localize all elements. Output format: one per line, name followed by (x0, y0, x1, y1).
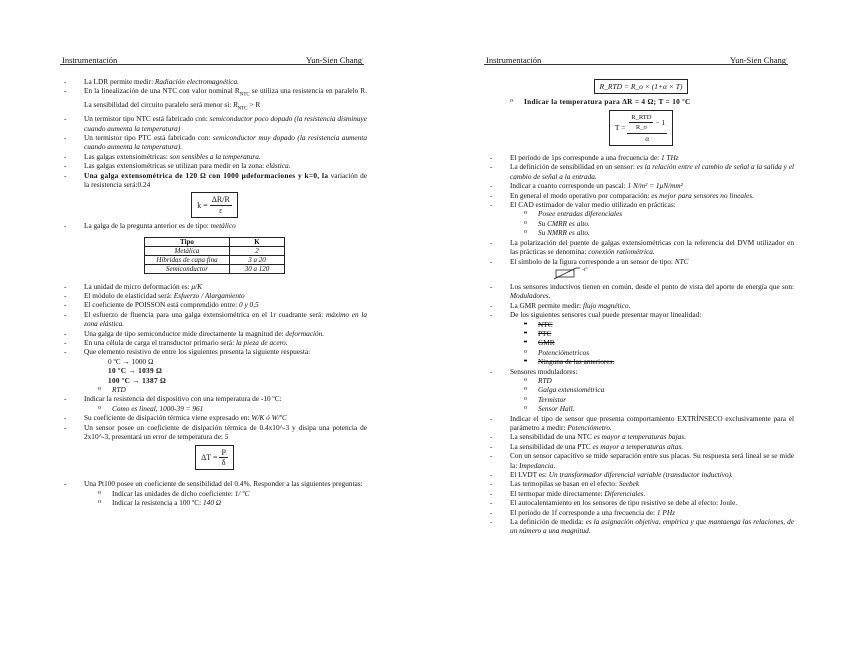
sub-item: o Indicar las unidades de dicho coeficiente: 1/ ºC (98, 488, 250, 498)
list-item: - Indicar la resistencia del dispositivo con una temperatura de -10 ºC: (64, 394, 282, 404)
right-body (488, 76, 794, 536)
header-right-title: Instrumentación (486, 55, 542, 65)
sub-item: o Como es lineal, 1000-39 = 961 (98, 403, 204, 413)
list-item: - Los sensores inductivos tienen en común, desde el punto de vista del aporte de energía que son: Moduladores. (490, 281, 794, 301)
gauge-type-table (144, 237, 285, 274)
list-item: - El período de 1f corresponde a una frecuencia de: 1 PHz (490, 507, 675, 517)
response-line: 10 ºC → 1039 Ω (108, 366, 163, 376)
sub-item: o RTD (524, 375, 552, 385)
sub-item: o Posee entradas diferenciales (524, 209, 623, 219)
list-item: - El LVDT es: Un transformador diferencial variable (transductor inductivo). (490, 470, 733, 480)
sub-item: o Indicar la resistencia a 100 ºC: 140 Ω (98, 498, 222, 508)
list-item: - Las galgas extensiométricas se utilizan para medir en la zona: elástica. (64, 161, 291, 171)
header-right-author: Yun-Sien Chang (730, 55, 786, 65)
header-rule (60, 64, 364, 65)
list-item: - La sensibilidad de una PTC es mayor a temperaturas altas. (490, 441, 684, 451)
table-row: Semiconductor 30 a 120 (145, 264, 285, 273)
list-item: - Su coeficiente de disipación térmica viene expresado en: W/K ó W/ºC (64, 413, 287, 423)
header-rule (484, 64, 788, 65)
list-item: - El símbolo de la figura corresponde a un sensor de tipo: NTC (490, 256, 689, 266)
table-header: Tipo (145, 237, 230, 246)
list-item: - El termopar mide directamente: Diferenciales. (490, 488, 646, 498)
list-item: - El módulo de elasticidad será: Esfuerzo / Alargamiento (64, 291, 245, 300)
list-item: - La LDR permite medir: Radiación electromagnética. (64, 77, 239, 86)
thermistor-icon (554, 266, 594, 280)
list-item: - Indicar el tipo de sensor que presenta comportamiento EXTRÍNSECO exclusivamente para el parámetro a medir: Potenciómetro. (490, 413, 794, 432)
left-body (62, 77, 367, 508)
response-line: 0 ºC → 1000 Ω (108, 356, 154, 366)
list-item: - El período de 1ps corresponde a una frecuencia de: 1 THz (490, 153, 679, 163)
list-item: - El autocalentamiento en los sensores de tipo resistivo se debe al efecto: Joule. (490, 498, 738, 508)
formula-rrtd: R_RTD = R_o × (1+α × T) (488, 79, 794, 94)
sub-item: o PTC (524, 328, 552, 338)
list-item: - El coeficiente de POISSON está comprendido entre: 0 y 0,5 (64, 300, 259, 310)
list-item: - La polarización del puente de galgas extensiométricas con la referencia del DVM utilizador en las prácticas se denomina: conexión ratiométrica. (490, 237, 794, 257)
sub-item: o Galga extensiométrica (524, 385, 605, 395)
list-item: - Una galga de tipo semiconductor mide directamente la magnitud de: deformación. (64, 328, 325, 338)
list-item: - La sensibilidad de una NTC es mayor a temperaturas bajas. (490, 432, 686, 442)
list-item: - Una galga extensométrica de 120 Ω con 1000 μdeformaciones y k=0, la variación de la resistencia será:0.24 (64, 170, 367, 189)
list-item: - El esfuerzo de fluencia para una galga extensiométrica en el 1r cuadrante será: máximo en la zona elástica. (64, 309, 367, 329)
table-row: Metálica 2 (145, 246, 285, 255)
list-item: - Con un sensor capacitivo se mide separación entre sus placas. Su respuesta será lineal se se mide la: Impedancia. (490, 451, 794, 470)
sub-item: o NTC (524, 319, 553, 329)
formula-k: k = $\frac{\Delta R/R}{\varepsilon}$ (62, 192, 367, 218)
list-item: - La GMR permite medir: flujo magnético. (490, 300, 631, 310)
sub-item: o Termistor (524, 394, 567, 404)
list-item: - Un sensor posee un coeficiente de disipación térmica de 0.4x10^-3 y disipa una potencia de 2x10^-3, presentará un error de temperatura de: 5 (64, 422, 367, 442)
list-item: - Indicar a cuanto corresponde un pascal: 1 N/m² = 1μN/mm² (490, 181, 683, 191)
list-item: - El CAD estimador de valor medio utilizado en prácticas: (490, 200, 676, 210)
list-item: - Un termistor tipo NTC está fabricado con: semiconductor poco dopado (la resistencia disminuye cuando aumenta la temperatura) (64, 114, 367, 133)
list-item: - En la linealización de una NTC con valor nominal $R_{NTC}$ se utiliza una resistencia en paralelo R. La sensibilidad del circuito paralelo será menor si: $R_{NTC} > R$ (64, 86, 367, 112)
symbol-label: -t° (582, 266, 588, 273)
list-item: - De los siguientes sensores cual puede presentar mayor linealidad: (490, 310, 702, 320)
list-item: - La definición de medida: es la asignación objetiva, empírica y que mantaenga las relaciones, de un número a una magnitud. (490, 517, 794, 536)
sub-item: o Su CMRR es alto. (524, 218, 590, 228)
list-item: - La unidad de micro deformación es: μ/K (64, 281, 202, 291)
list-item: - Que elemento resistivo de entre los siguientes presenta la siguiente respuesta: (64, 347, 311, 357)
table-row: Híbridas de capa fina 3 a 20 (145, 255, 285, 264)
list-item: - Una Pt100 posee un coeficiente de sensibilidad del 0.4%. Responder a las siguientes preguntas: (64, 479, 363, 489)
response-line: 100 ºC → 1387 Ω (108, 375, 167, 385)
list-item: - Un termistor tipo PTC está fabricado con: semiconductor muy dopado (la resistencia aumenta cuando aumenta la temperatura). (64, 132, 367, 152)
sub-item: o Indicar la temperatura para ΔR = 4 Ω; T = 10 ºC (510, 97, 691, 107)
formula-t: T = $\frac{\text{R\_RTD}}{R\_o}$ − 1 α (488, 110, 794, 146)
sub-item: o Su NMRR es alto. (524, 228, 590, 238)
header-left-author: Yun-Sien Chang (306, 55, 362, 65)
sub-item: o RTD (98, 385, 126, 395)
list-item: - En una célula de carga el transductor primario será: la pieza de acero. (64, 338, 288, 348)
sub-item: o Sensor Hall. (524, 404, 575, 414)
table-header: K (230, 237, 285, 246)
list-item: - Sensores moduladores: (490, 366, 578, 376)
sub-item: o Potenciómetricos (524, 347, 590, 357)
header-left-title: Instrumentación (62, 55, 118, 65)
list-item: - Las termopilas se basan en el efecto: Seebek (490, 479, 640, 489)
list-item: - En general el modo operativo por comparación: es mejor para sensores no lineales. (490, 190, 754, 200)
list-item: - La galga de la pregunta anterior es de tipo: metálico (64, 221, 236, 231)
formula-dt: ΔT = $\frac{P}{\delta}$ (62, 445, 367, 471)
sub-item: o GMR (524, 338, 555, 348)
ntc-symbol (488, 266, 794, 282)
right-page (424, 0, 848, 655)
list-item: - Las galgas extensiométricas: son sensibles a la temperatura. (64, 151, 261, 161)
sub-item: o Ninguna de las anteriores. (524, 357, 615, 367)
list-item: - La definición de sensibilidad en un sensor: es la relación entre el cambio de señal a la salida y el cambio de señal a la entrada. (490, 162, 794, 181)
